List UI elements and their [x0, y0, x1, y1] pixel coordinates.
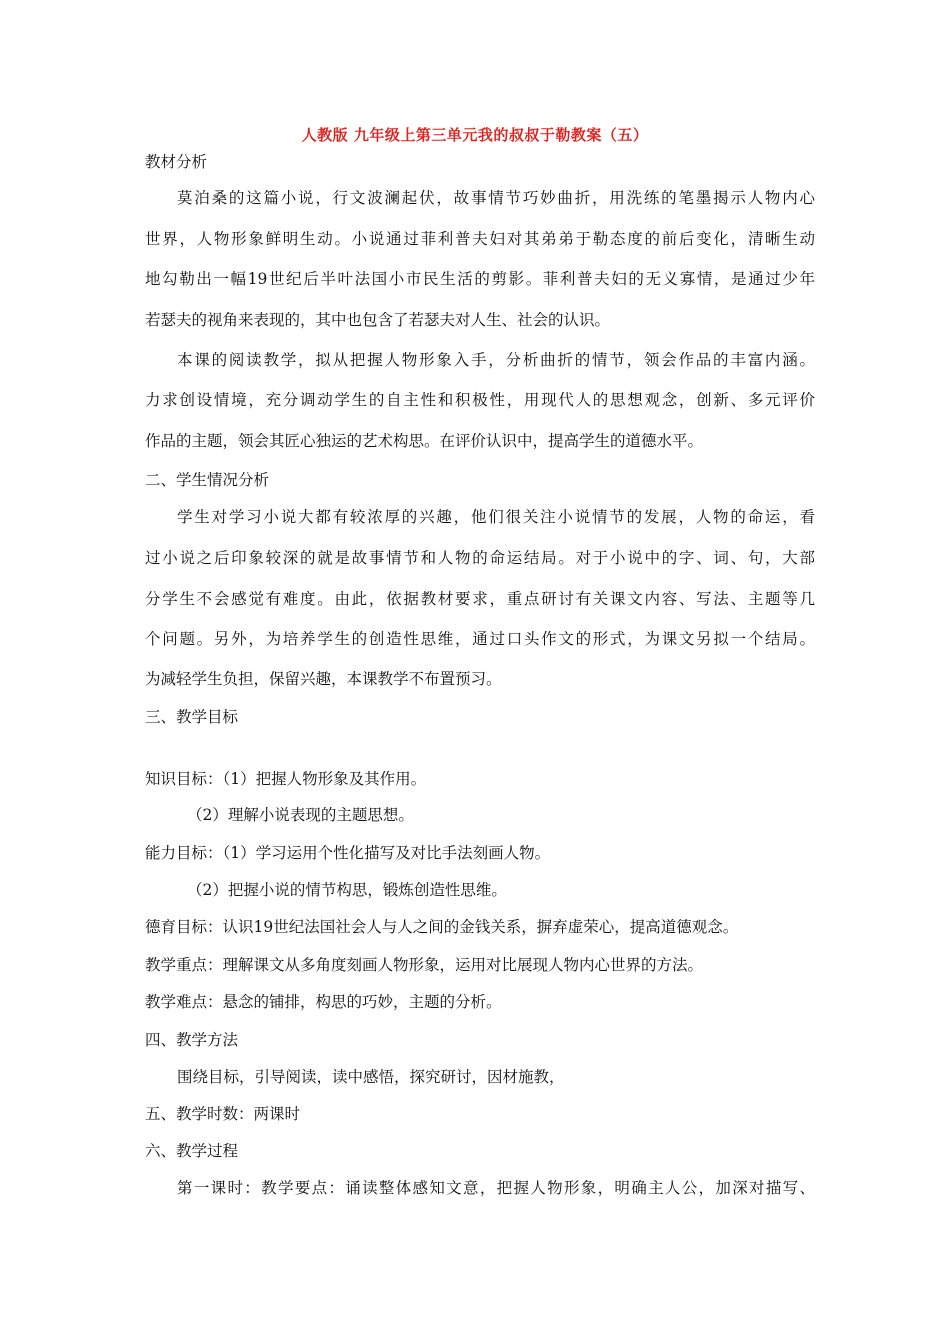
teaching-process-text: 第一课时：教学要点：诵读整体感知文意，把握人物形象，明确主人公，加深对描写、	[177, 1179, 815, 1197]
paragraph-line: 个问题。另外，为培养学生的创造性思维，通过口头作文的形式，为课文另拟一个结局。	[145, 630, 815, 648]
knowledge-goal-1: 知识目标：（1）把握人物形象及其作用。	[145, 770, 427, 788]
paragraph-line: 学生对学习小说大都有较浓厚的兴趣，他们很关注小说情节的发展，人物的命运，看	[177, 508, 815, 526]
section-heading-textbook-analysis: 教材分析	[145, 153, 208, 171]
paragraph-line: 为减轻学生负担，保留兴趣，本课教学不布置预习。	[145, 670, 502, 688]
paragraph-line: 分学生不会感觉有难度。由此，依据教材要求，重点研讨有关课文内容、写法、主题等几	[145, 590, 815, 608]
moral-goal: 德育目标：认识19世纪法国社会人与人之间的金钱关系，摒弃虚荣心，提高道德观念。	[145, 918, 739, 936]
section-heading-class-hours: 五、教学时数：两课时	[145, 1105, 301, 1123]
paragraph-line: 世界，人物形象鲜明生动。小说通过菲利普夫妇对其弟弟于勒态度的前后变化，清晰生动	[145, 230, 815, 248]
section-heading-student-analysis: 二、学生情况分析	[145, 471, 270, 489]
teaching-key-point: 教学重点：理解课文从多角度刻画人物形象，运用对比展现人物内心世界的方法。	[145, 956, 704, 974]
teaching-methods-text: 围绕目标，引导阅读，读中感悟，探究研讨，因材施教，	[177, 1068, 565, 1086]
teaching-difficult-point: 教学难点：悬念的铺排，构思的巧妙，主题的分析。	[145, 993, 502, 1011]
ability-goal-1: 能力目标：（1）学习运用个性化描写及对比手法刻画人物。	[145, 844, 551, 862]
paragraph-line: 本课的阅读教学，拟从把握人物形象入手，分析曲折的情节，领会作品的丰富内涵。	[177, 351, 815, 369]
section-heading-teaching-process: 六、教学过程	[145, 1142, 239, 1160]
paragraph-line: 地勾勒出一幅19世纪后半叶法国小市民生活的剪影。菲利普夫妇的无义寡情，是通过少年	[145, 270, 815, 288]
knowledge-goal-2: （2）理解小说表现的主题思想。	[187, 806, 414, 824]
paragraph-line: 过小说之后印象较深的就是故事情节和人物的命运结局。对于小说中的字、词、句，大部	[145, 549, 815, 567]
section-heading-teaching-goals: 三、教学目标	[145, 708, 239, 726]
section-heading-teaching-methods: 四、教学方法	[145, 1031, 239, 1049]
paragraph-line: 若瑟夫的视角来表现的，其中也包含了若瑟夫对人生、社会的认识。	[145, 311, 611, 329]
document-title: 人教版 九年级上第三单元我的叔叔于勒教案（五）	[301, 126, 649, 144]
paragraph-line: 作品的主题，领会其匠心独运的艺术构思。在评价认识中，提高学生的道德水平。	[145, 432, 704, 450]
paragraph-line: 力求创设情境，充分调动学生的自主性和积极性，用现代人的思想观念，创新、多元评价	[145, 391, 815, 409]
ability-goal-2: （2）把握小说的情节构思，锻炼创造性思维。	[187, 881, 507, 899]
paragraph-line: 莫泊桑的这篇小说，行文波澜起伏，故事情节巧妙曲折，用洗练的笔墨揭示人物内心	[177, 189, 815, 207]
